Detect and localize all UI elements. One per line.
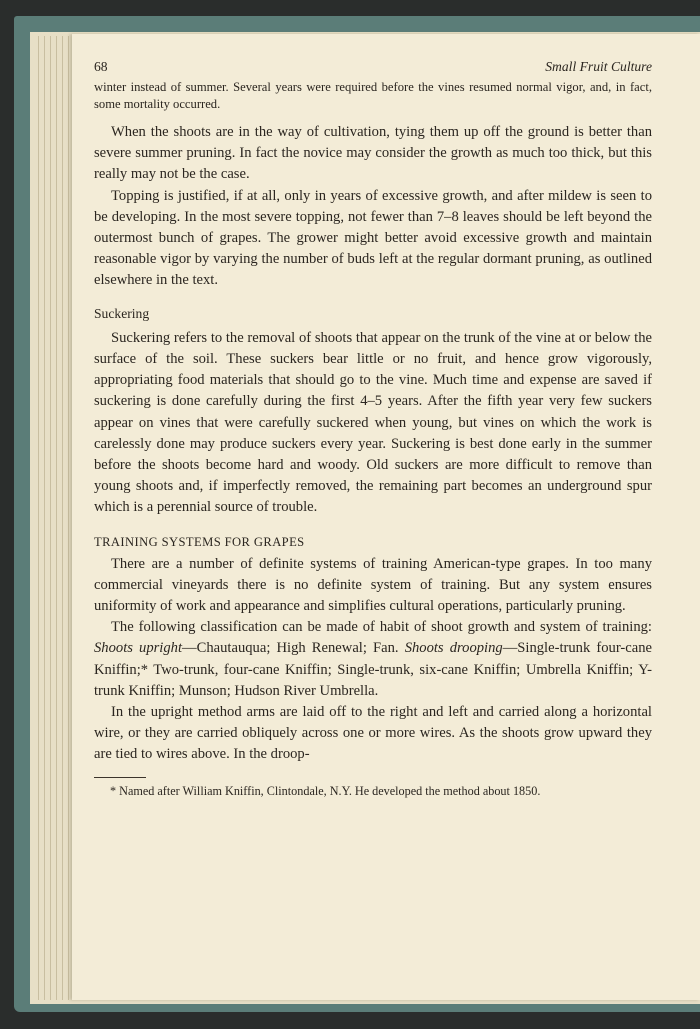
- shoots-upright-label: Shoots upright: [94, 640, 183, 657]
- page-text: [94, 56, 652, 799]
- page-edge: [62, 36, 63, 1000]
- shoots-drooping-label: Shoots drooping: [404, 640, 503, 657]
- page-edge: [68, 36, 69, 1000]
- footnote-rule: [94, 777, 146, 778]
- drooping-systems-list: —Single-trunk four-cane Kniffin;* Two-trunk, four-cane Kniffin; Single-trunk, six-cane Kniffin; Umbrella Kniffin; Y-trunk Kniffin; Munson; Hudson River Umbrella.: [94, 640, 652, 699]
- heading-training-systems: TRAINING SYSTEMS FOR GRAPES: [94, 534, 305, 549]
- paragraph-topping: Topping is justified, if at all, only in years of excessive growth, and after mildew is seen to be developing. In the most severe topping, not fewer than 7–8 leaves should be left beyond the outermost bunch of grapes. The grower might better avoid excessive growth and maintain reasonable vigor by varying the number of buds left at the regular dormant pruning, as outlined elsewhere in the text.: [94, 187, 652, 288]
- heading-suckering: Suckering: [94, 306, 150, 322]
- page-number: 68: [94, 59, 108, 74]
- page-edge: [44, 36, 45, 1000]
- paragraph-upright-method: In the upright method arms are laid off to the right and left and carried along a horizontal wire, or they are carried obliquely across one or more wires. As the shoots grow upward they are tied to wires above. In the droop-: [94, 703, 652, 762]
- paragraph-training-intro: There are a number of definite systems of training American-type grapes. In too many commercial vineyards there is no definite system of training. But any system ensures uniformity of work and appearance and simplifies cultural operations, particularly pruning.: [94, 556, 652, 615]
- page-edge: [56, 36, 57, 1000]
- upright-systems-list: —Chautauqua; High Renewal; Fan.: [182, 640, 405, 657]
- paragraph-suckering: Suckering refers to the removal of shoots that appear on the trunk of the vine at or below the surface of the soil. These suckers bear little or no fruit, and hence grow vigorously, appropriating food materials that should go to the vine. Much time and expense are saved if suckering is done carefully during the first 4–5 years. After the fifth year very few suckers appear on vines that were carefully suckered when young, but vines on which the work is carelessly done may produce suckers every year. Suckering is best done early in the summer before the shoots become hard and woody. Old suckers are more difficult to remove than young shoots and, if imperfectly removed, the remaining part becomes an underground spur which is a perennial source of trouble.: [94, 330, 652, 515]
- paragraph-classification: [94, 617, 652, 701]
- page-edge: [38, 36, 39, 1000]
- paragraph-shoots-cultivation: When the shoots are in the way of cultivation, tying them up off the ground is better than severe summer pruning. In fact the novice may consider the growth as much too thick, but this really may not be the case.: [94, 124, 652, 183]
- footnote: * Named after William Kniffin, Clintondale, N.Y. He developed the method about 1850.: [110, 784, 541, 798]
- page-header: [94, 56, 652, 77]
- classification-lead: The following classification can be made of habit of shoot growth and system of training:: [111, 619, 652, 636]
- page-edge: [50, 36, 51, 1000]
- running-title: Small Fruit Culture: [545, 59, 652, 74]
- paragraph-continuation: winter instead of summer. Several years were required before the vines resumed normal vigor, and, in fact, some mortality occurred.: [94, 80, 652, 111]
